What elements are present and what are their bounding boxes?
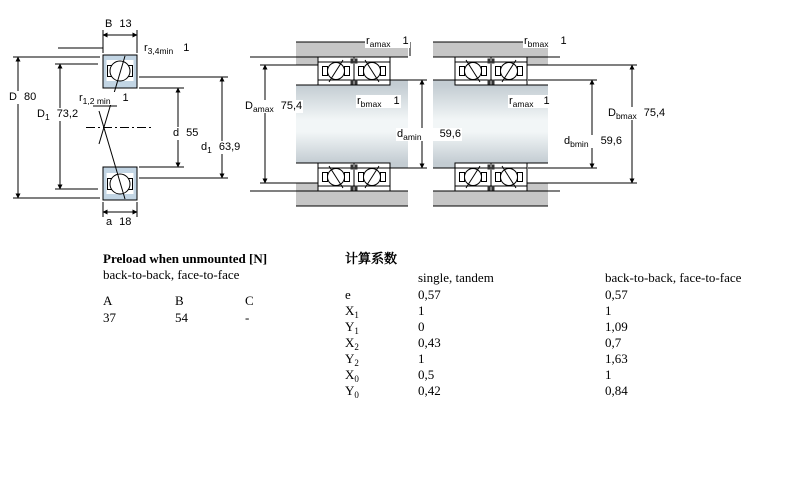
dim-subscript: amin [403,132,422,142]
preload-col-header-B: B [175,293,184,308]
factor-value-back-to-back: 0,57 [605,287,628,302]
factor-value-single-tandem: 0,43 [418,335,441,350]
factor-label: $Y_2$ [345,351,359,368]
dim-label-damin [396,128,462,141]
dim-value: 59,6 [439,128,461,140]
factor-value-back-to-back: 1,63 [605,351,628,366]
dim-value: 75,4 [643,107,666,119]
factor-row [345,367,765,383]
mounted-pair-a-drawing [296,42,410,206]
factor-row [345,303,765,319]
dim-label-Dbmax [607,107,666,120]
factors-col2-header: back-to-back, face-to-face [605,270,742,285]
dim-label-rbmax-b [523,35,568,48]
mounted-pair-b-drawing [433,42,548,206]
preload-table-title: Preload when unmounted [N] [103,251,268,266]
preload-col-header-C: C [245,293,254,308]
dim-symbol: r [144,42,148,54]
preload-value-A: 37 [103,310,116,325]
dim-subscript: 3,4min [147,46,174,56]
dim-subscript: amax [252,104,274,114]
dim-label-D1 [36,108,79,121]
factor-row [345,319,765,335]
dim-value: 18 [119,216,132,228]
dim-subscript: 1,2 min [82,96,111,106]
factor-label: e [345,287,351,302]
dim-value: 1 [402,35,409,47]
factor-value-single-tandem: 0,42 [418,383,441,398]
factor-row [345,335,765,351]
preload-value-B: 54 [175,310,188,325]
dim-label-d1 [200,141,241,154]
factor-value-single-tandem: 0,5 [418,367,435,382]
factors-table-title: 计算系数 [345,251,398,266]
dim-value: 1 [183,42,190,54]
dim-value: 80 [23,91,37,103]
dim-symbol: r [79,92,83,104]
factor-value-back-to-back: 1,09 [605,319,628,334]
factor-value-back-to-back: 1 [605,367,612,382]
factor-label: $X_0$ [345,367,359,384]
dim-label-r12 [78,92,130,105]
dim-subscript: amax [512,99,534,109]
factor-value-single-tandem: 0 [418,319,425,334]
preload-value-C: - [245,310,250,325]
dim-subscript: bmax [360,99,382,109]
dim-value: 63,9 [218,141,241,153]
dim-value: 13 [119,18,132,30]
dim-label-Damax [244,100,303,113]
dim-subscript: bmax [527,39,549,49]
factor-label: $Y_1$ [345,319,359,336]
factor-value-single-tandem: 0,57 [418,287,441,302]
dim-symbol: D [608,107,616,119]
dim-symbol: D [9,91,17,103]
dim-symbol: B [105,18,113,30]
factor-value-back-to-back: 0,7 [605,335,622,350]
dim-label-d [172,127,199,140]
preload-col-header-A: A [103,293,113,308]
dim-label-ramax-b [508,95,551,108]
dim-value: 1 [560,35,567,47]
factors-col1-header: single, tandem [418,270,494,285]
factor-row [345,351,765,367]
dim-symbol: r [509,95,513,107]
factor-row [345,383,765,399]
dim-label-B [104,18,133,31]
dim-value: 73,2 [56,108,79,120]
factor-value-single-tandem: 1 [418,351,425,366]
dim-symbol: d [201,141,208,153]
dim-symbol: r [357,95,361,107]
dim-label-a [105,216,132,229]
dim-label-ramax-a [365,35,410,48]
dim-symbol: D [245,100,253,112]
dim-symbol: r [366,35,370,47]
dim-subscript: bmin [570,139,589,149]
dim-value: 1 [393,95,400,107]
dim-symbol: D [37,108,45,120]
factor-value-back-to-back: 0,84 [605,383,628,398]
dim-value: 55 [186,127,199,139]
preload-table-subtitle: back-to-back, face-to-face [103,267,240,282]
dim-symbol: d [173,127,180,139]
dim-subscript: 1 [207,145,212,155]
dim-label-D [8,91,37,104]
dim-subscript: amax [369,39,391,49]
dim-value: 59,6 [600,135,622,147]
dim-value: 1 [122,92,129,104]
factor-value-single-tandem: 1 [418,303,425,318]
factors-rows [345,287,765,399]
dim-symbol: d [397,128,404,140]
factor-label: $Y_0$ [345,383,359,400]
dim-label-dbmin [563,135,623,148]
dim-symbol: a [106,216,113,228]
dim-label-rbmax-a [356,95,401,108]
dim-subscript: 1 [44,112,50,122]
factor-label: $X_2$ [345,335,359,352]
factor-label: $X_1$ [345,303,359,320]
dim-label-r34 [143,42,190,55]
dim-symbol: r [524,35,528,47]
dim-symbol: d [564,135,571,147]
factor-value-back-to-back: 1 [605,303,612,318]
dim-subscript: bmax [615,111,637,121]
dim-value: 1 [543,95,550,107]
dim-value: 75,4 [280,100,303,112]
factor-row [345,287,765,303]
